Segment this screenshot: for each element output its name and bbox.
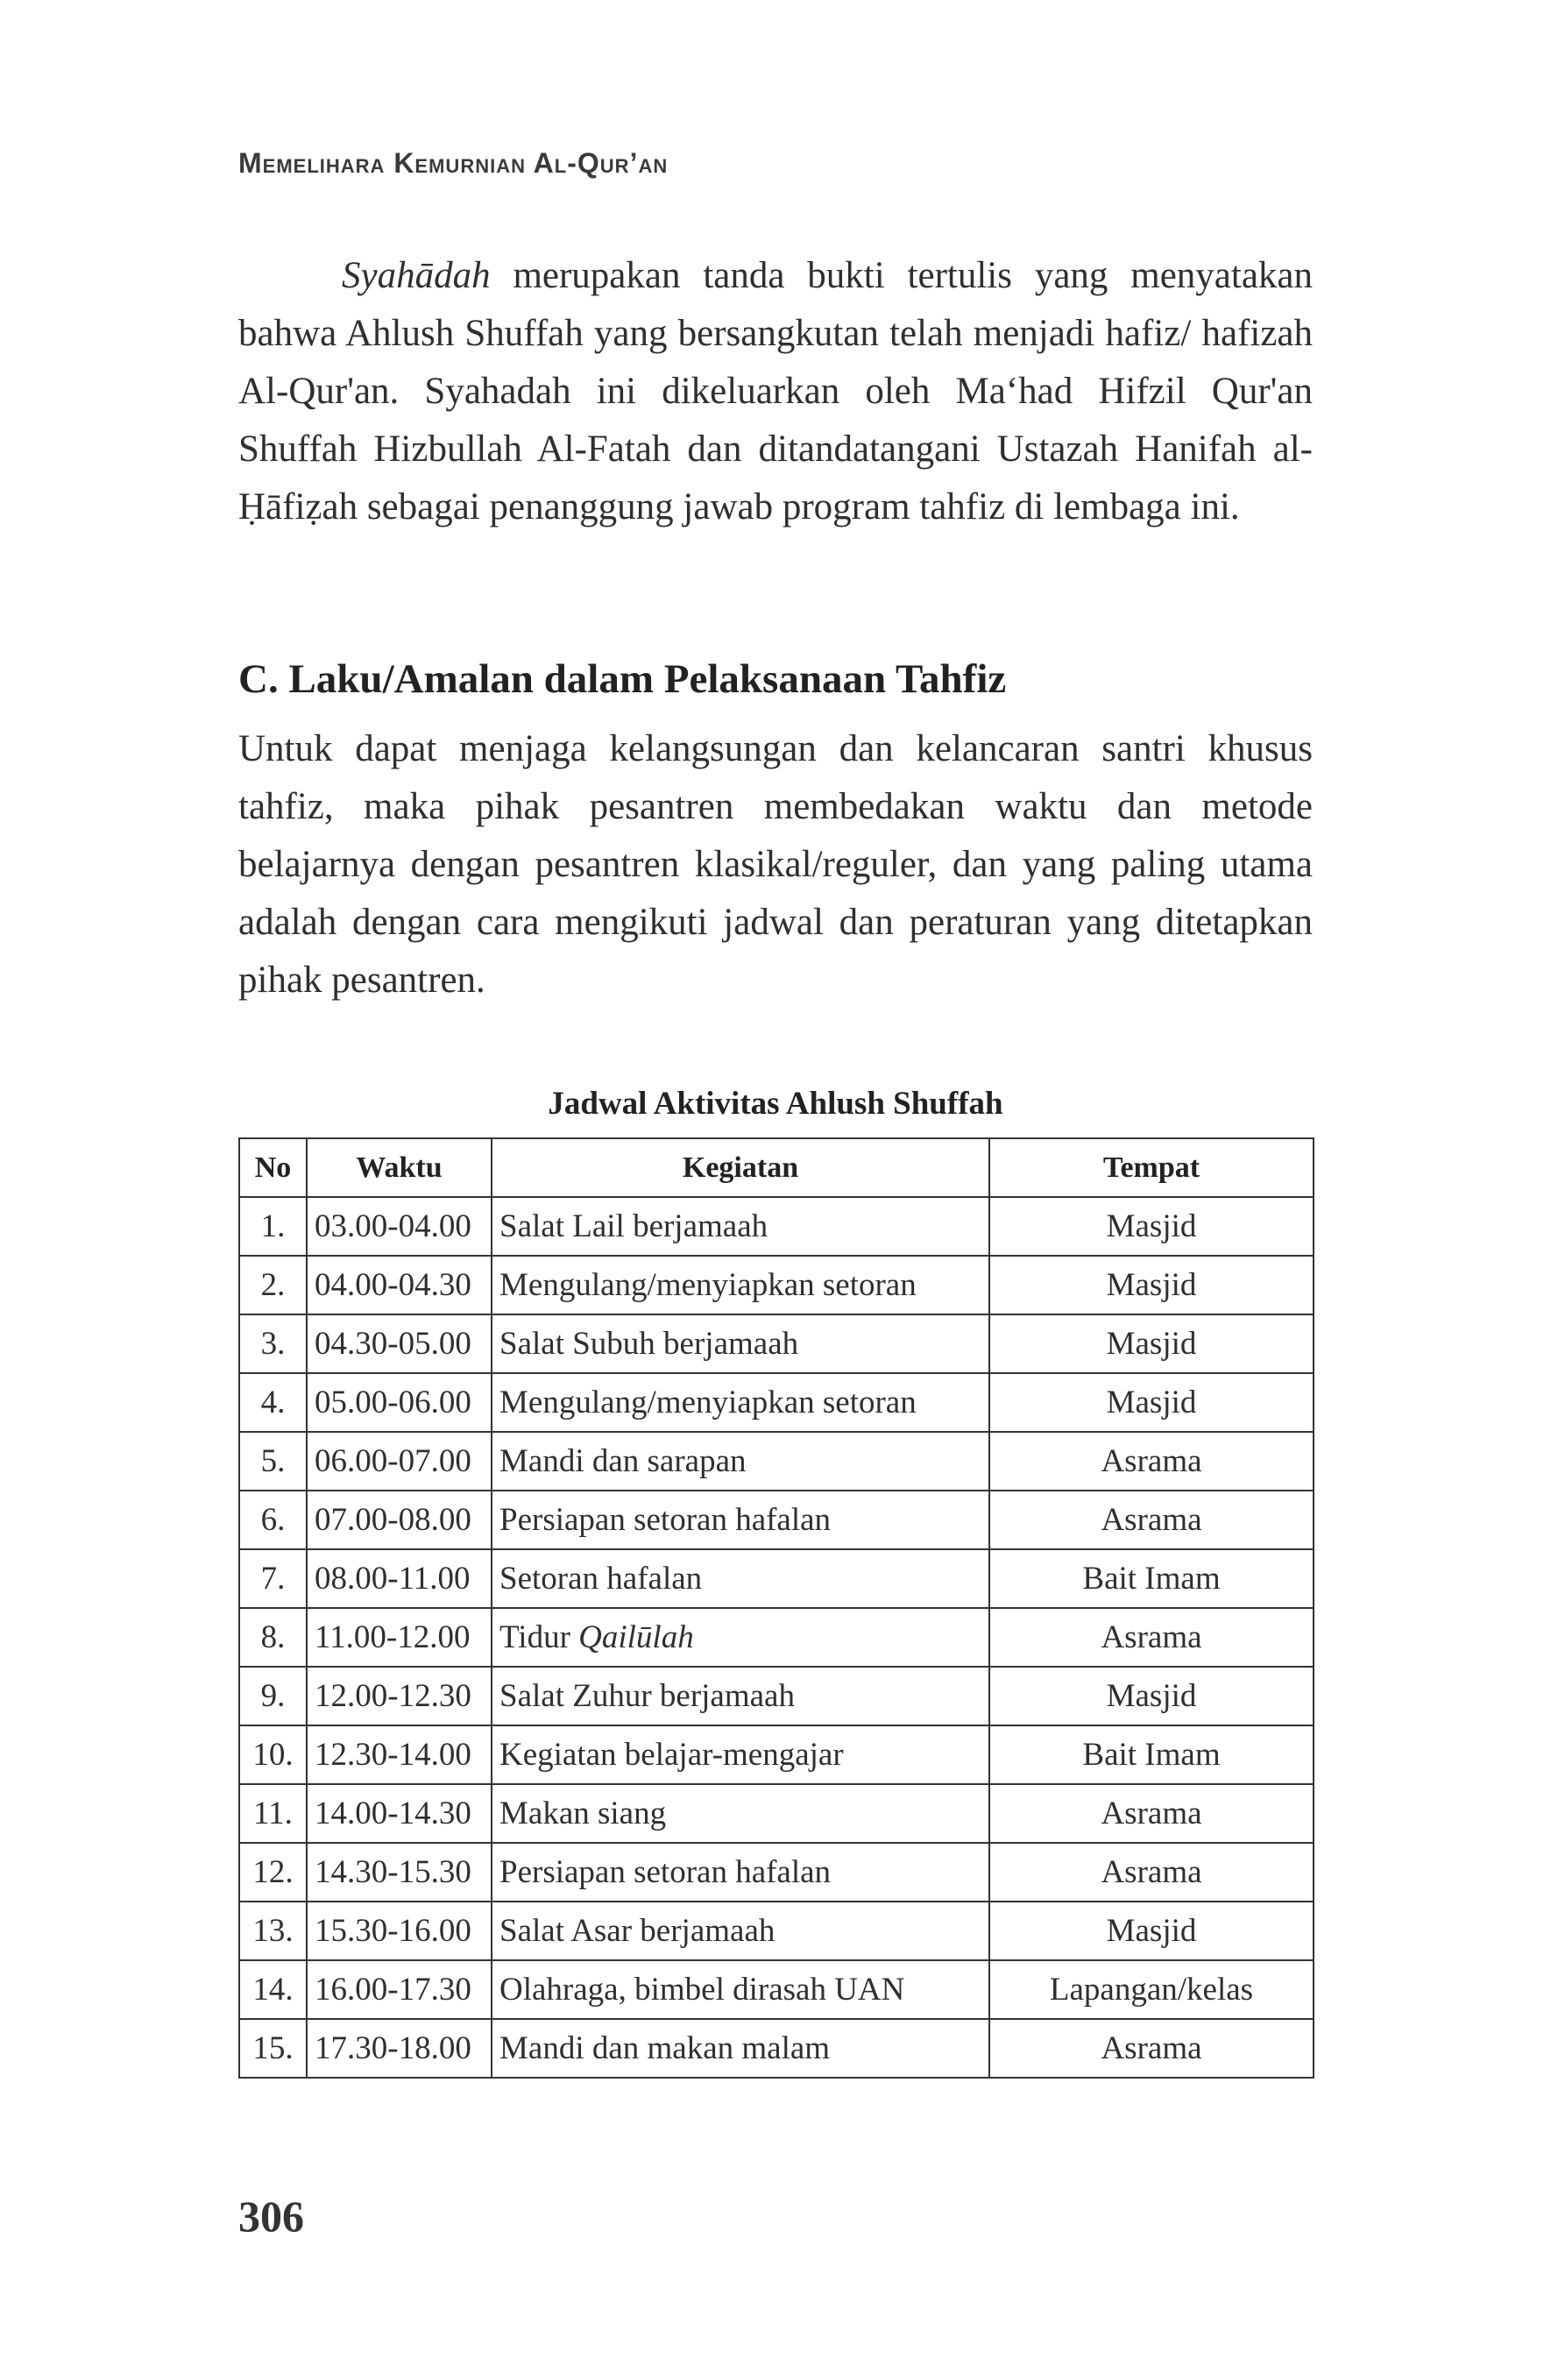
row-place: Asrama (989, 2019, 1314, 2078)
row-place: Bait Imam (989, 1549, 1314, 1608)
row-activity-text: Tidur (499, 1619, 579, 1655)
row-activity: Mengulang/menyiapkan setoran (492, 1373, 989, 1432)
table-caption: Jadwal Aktivitas Ahlush Shuffah (548, 1086, 1003, 1122)
table-header-row (239, 1138, 1314, 1197)
row-place: Masjid (989, 1314, 1314, 1373)
paragraph-syahadah (238, 247, 1313, 536)
row-number: 14. (239, 1960, 307, 2019)
row-number: 8. (239, 1608, 307, 1667)
syahadah-term: Syahādah (342, 255, 491, 296)
row-number: 13. (239, 1902, 307, 1960)
running-head: Memelihara Kemurnian Al-Qur’an (238, 147, 669, 179)
header-no: No (239, 1138, 307, 1197)
row-number: 7. (239, 1549, 307, 1608)
row-activity: Salat Lail berjamaah (492, 1197, 989, 1256)
row-place: Masjid (989, 1256, 1314, 1314)
table-row (239, 1843, 1314, 1902)
table-row (239, 1902, 1314, 1960)
row-time: 05.00-06.00 (307, 1373, 492, 1432)
row-number: 11. (239, 1784, 307, 1843)
row-activity: Persiapan setoran hafalan (492, 1843, 989, 1902)
table-row (239, 1373, 1314, 1432)
row-time: 17.30-18.00 (307, 2019, 492, 2078)
table-row (239, 1608, 1314, 1667)
row-place: Lapangan/kelas (989, 1960, 1314, 2019)
table-row (239, 1314, 1314, 1373)
row-number: 10. (239, 1725, 307, 1784)
page-number: 306 (238, 2192, 304, 2241)
row-time: 08.00-11.00 (307, 1549, 492, 1608)
row-activity: Salat Subuh berjamaah (492, 1314, 989, 1373)
table-row (239, 1667, 1314, 1725)
row-time: 07.00-08.00 (307, 1491, 492, 1549)
row-number: 2. (239, 1256, 307, 1314)
row-number: 3. (239, 1314, 307, 1373)
row-time: 16.00-17.30 (307, 1960, 492, 2019)
row-number: 6. (239, 1491, 307, 1549)
section-heading: C. Laku/Amalan dalam Pelaksanaan Tahfiz (238, 656, 1007, 702)
row-activity: Mengulang/menyiapkan setoran (492, 1256, 989, 1314)
table-row (239, 1960, 1314, 2019)
row-place: Asrama (989, 1784, 1314, 1843)
row-time: 15.30-16.00 (307, 1902, 492, 1960)
row-activity: Mandi dan sarapan (492, 1432, 989, 1491)
row-time: 04.00-04.30 (307, 1256, 492, 1314)
row-activity: Makan siang (492, 1784, 989, 1843)
row-time: 06.00-07.00 (307, 1432, 492, 1491)
row-activity: Olahraga, bimbel dirasah UAN (492, 1960, 989, 2019)
table-row (239, 1197, 1314, 1256)
row-place: Asrama (989, 1608, 1314, 1667)
row-time: 14.30-15.30 (307, 1843, 492, 1902)
paragraph-tahfiz: Untuk dapat menjaga kelangsungan dan kelancaran santri khusus tahfiz, maka pihak pesantren membedakan waktu dan metode belajarnya dengan pesantren klasikal/reguler, dan yang paling utama adalah dengan cara mengikuti jadwal dan peraturan yang ditetapkan pihak pesantren. (238, 728, 1313, 1001)
row-place: Masjid (989, 1902, 1314, 1960)
table-row (239, 1784, 1314, 1843)
row-activity: Setoran hafalan (492, 1549, 989, 1608)
table-row (239, 1491, 1314, 1549)
row-activity-italic: Qailūlah (578, 1619, 694, 1655)
table-row (239, 1549, 1314, 1608)
row-number: 15. (239, 2019, 307, 2078)
table-row (239, 1432, 1314, 1491)
row-time: 12.00-12.30 (307, 1667, 492, 1725)
row-time: 14.00-14.30 (307, 1784, 492, 1843)
row-place: Asrama (989, 1843, 1314, 1902)
row-time: 03.00-04.00 (307, 1197, 492, 1256)
row-time: 04.30-05.00 (307, 1314, 492, 1373)
row-number: 9. (239, 1667, 307, 1725)
row-activity: Kegiatan belajar-mengajar (492, 1725, 989, 1784)
row-activity: Persiapan setoran hafalan (492, 1491, 989, 1549)
table-row (239, 1725, 1314, 1784)
table-row (239, 1256, 1314, 1314)
row-place: Masjid (989, 1197, 1314, 1256)
header-activity: Kegiatan (492, 1138, 989, 1197)
row-place: Masjid (989, 1373, 1314, 1432)
row-place: Asrama (989, 1491, 1314, 1549)
row-activity (492, 1608, 989, 1667)
row-activity: Mandi dan makan malam (492, 2019, 989, 2078)
row-place: Bait Imam (989, 1725, 1314, 1784)
row-activity: Salat Asar berjamaah (492, 1902, 989, 1960)
row-number: 12. (239, 1843, 307, 1902)
row-time: 12.30-14.00 (307, 1725, 492, 1784)
row-number: 1. (239, 1197, 307, 1256)
row-time: 11.00-12.00 (307, 1608, 492, 1667)
header-time: Waktu (307, 1138, 492, 1197)
row-place: Asrama (989, 1432, 1314, 1491)
schedule-table (238, 1137, 1314, 2079)
row-place: Masjid (989, 1667, 1314, 1725)
row-number: 4. (239, 1373, 307, 1432)
paragraph-syahadah-text: merupakan tanda bukti tertulis yang menyatakan bahwa Ahlush Shuffah yang bersangkutan telah menjadi hafiz/ hafizah Al-Qur'an. Syahadah ini dikeluarkan oleh Ma‘had Hifzil Qur'an Shuffah Hizbullah Al-Fatah dan ditandatangani Ustazah Hanifah al-Ḥāfiẓah sebagai penanggung jawab program tahfiz di lembaga ini. (238, 255, 1313, 528)
header-place: Tempat (989, 1138, 1314, 1197)
row-number: 5. (239, 1432, 307, 1491)
row-activity: Salat Zuhur berjamaah (492, 1667, 989, 1725)
table-row (239, 2019, 1314, 2078)
